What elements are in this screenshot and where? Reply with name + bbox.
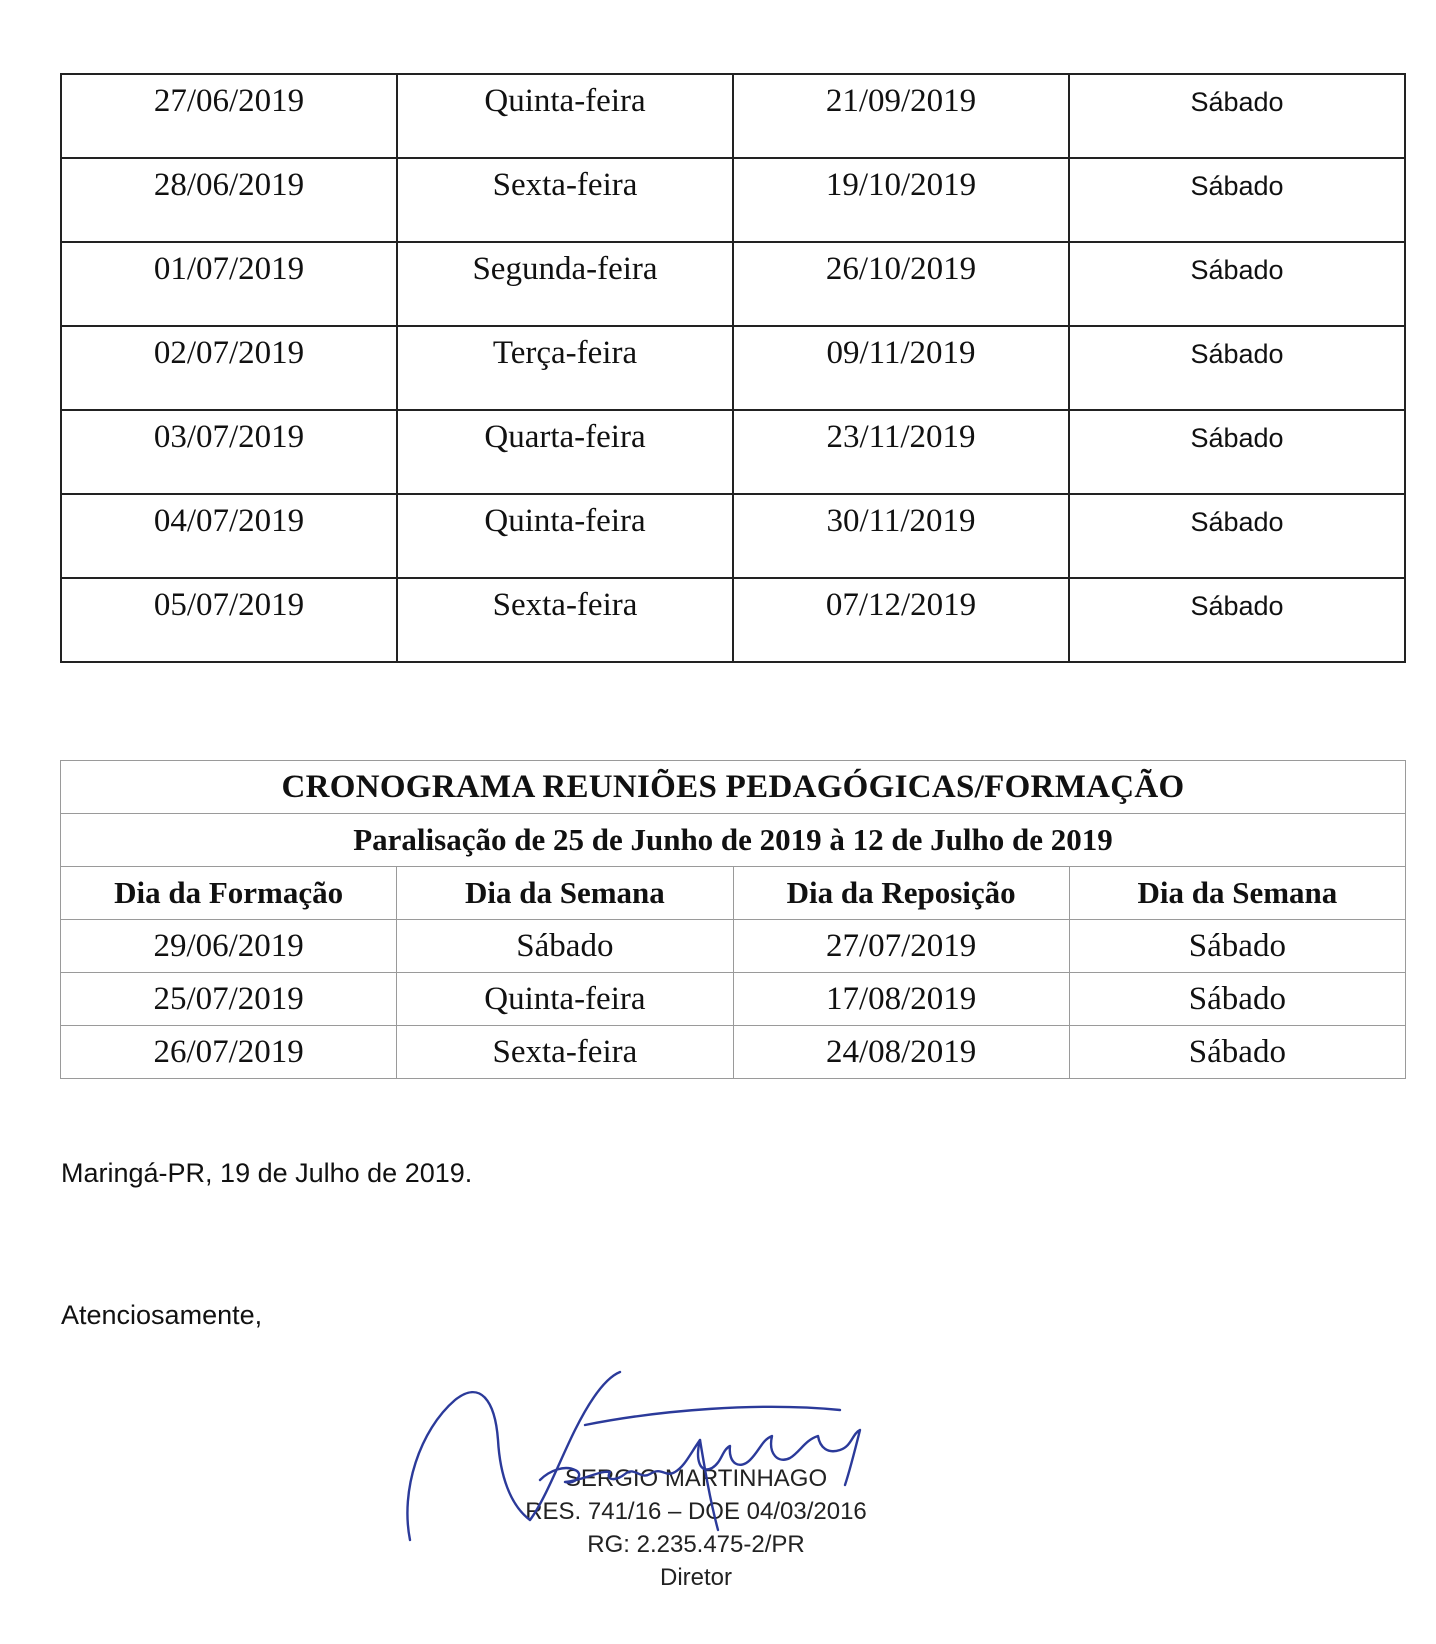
signatory-rg: RG: 2.235.475-2/PR: [587, 1531, 805, 1558]
table-subtitle-row: [61, 814, 1406, 867]
table-subtitle: Paralisação de 25 de Junho de 2019 à 12 de Julho de 2019: [61, 814, 1406, 867]
table-row: [61, 973, 1406, 1026]
replacement-date-cell: 17/08/2019: [733, 973, 1069, 1026]
replacement-days-table: [60, 73, 1406, 663]
table-row: [61, 242, 1405, 326]
replacement-date-cell: 07/12/2019: [733, 578, 1069, 662]
handwritten-signature: [400, 1370, 920, 1550]
weekday-cell: Quinta-feira: [397, 74, 733, 158]
table-title-row: [61, 761, 1406, 814]
column-header: Dia da Reposição: [733, 867, 1069, 920]
replacement-weekday-cell: Sábado: [1069, 920, 1405, 973]
weekday-cell: Sexta-feira: [397, 158, 733, 242]
replacement-date-cell: 24/08/2019: [733, 1026, 1069, 1079]
column-header: Dia da Formação: [61, 867, 397, 920]
date-cell: 28/06/2019: [61, 158, 397, 242]
replacement-date-cell: 26/10/2019: [733, 242, 1069, 326]
signatory-name: SERGIO MARTINHAGO: [564, 1465, 828, 1492]
replacement-date-cell: 30/11/2019: [733, 494, 1069, 578]
table-row: [61, 920, 1406, 973]
replacement-weekday-cell: Sábado: [1069, 74, 1405, 158]
table-row: [61, 1026, 1406, 1079]
table-row: [61, 494, 1405, 578]
replacement-weekday-cell: Sábado: [1069, 326, 1405, 410]
column-header: Dia da Semana: [1069, 867, 1405, 920]
date-cell: 27/06/2019: [61, 74, 397, 158]
weekday-cell: Sexta-feira: [397, 578, 733, 662]
replacement-date-cell: 27/07/2019: [733, 920, 1069, 973]
signature-tail-stroke: [700, 1440, 718, 1530]
table-row: [61, 410, 1405, 494]
signature-underline-stroke: [585, 1407, 840, 1425]
replacement-date-cell: 09/11/2019: [733, 326, 1069, 410]
table-title: CRONOGRAMA REUNIÕES PEDAGÓGICAS/FORMAÇÃO: [61, 761, 1406, 814]
signature-strokes: [407, 1372, 860, 1540]
table-row: [61, 578, 1405, 662]
replacement-weekday-cell: Sábado: [1069, 410, 1405, 494]
date-cell: 02/07/2019: [61, 326, 397, 410]
date-cell: 03/07/2019: [61, 410, 397, 494]
replacement-weekday-cell: Sábado: [1069, 158, 1405, 242]
date-cell: 05/07/2019: [61, 578, 397, 662]
weekday-cell: Sexta-feira: [397, 1026, 733, 1079]
weekday-cell: Quinta-feira: [397, 494, 733, 578]
training-date-cell: 25/07/2019: [61, 973, 397, 1026]
date-cell: 01/07/2019: [61, 242, 397, 326]
replacement-weekday-cell: Sábado: [1069, 494, 1405, 578]
weekday-cell: Terça-feira: [397, 326, 733, 410]
table-header-row: [61, 867, 1406, 920]
signature-letter-strokes: [540, 1430, 860, 1485]
training-date-cell: 29/06/2019: [61, 920, 397, 973]
replacement-weekday-cell: Sábado: [1069, 242, 1405, 326]
date-cell: 04/07/2019: [61, 494, 397, 578]
training-schedule-table: [60, 760, 1406, 1079]
weekday-cell: Quarta-feira: [397, 410, 733, 494]
table-row: [61, 158, 1405, 242]
closing-salutation: Atenciosamente,: [61, 1300, 263, 1330]
replacement-date-cell: 21/09/2019: [733, 74, 1069, 158]
signatory-resolution: RES. 741/16 – DOE 04/03/2016: [525, 1498, 867, 1525]
column-header: Dia da Semana: [397, 867, 733, 920]
table-row: [61, 326, 1405, 410]
replacement-date-cell: 19/10/2019: [733, 158, 1069, 242]
signatory-role: Diretor: [659, 1564, 732, 1591]
weekday-cell: Sábado: [397, 920, 733, 973]
signature-loop-stroke: [407, 1372, 620, 1540]
replacement-weekday-cell: Sábado: [1069, 1026, 1405, 1079]
place-and-date: Maringá-PR, 19 de Julho de 2019.: [61, 1158, 473, 1188]
weekday-cell: Quinta-feira: [397, 973, 733, 1026]
replacement-weekday-cell: Sábado: [1069, 578, 1405, 662]
replacement-weekday-cell: Sábado: [1069, 973, 1405, 1026]
table-row: [61, 74, 1405, 158]
weekday-cell: Segunda-feira: [397, 242, 733, 326]
replacement-date-cell: 23/11/2019: [733, 410, 1069, 494]
training-date-cell: 26/07/2019: [61, 1026, 397, 1079]
